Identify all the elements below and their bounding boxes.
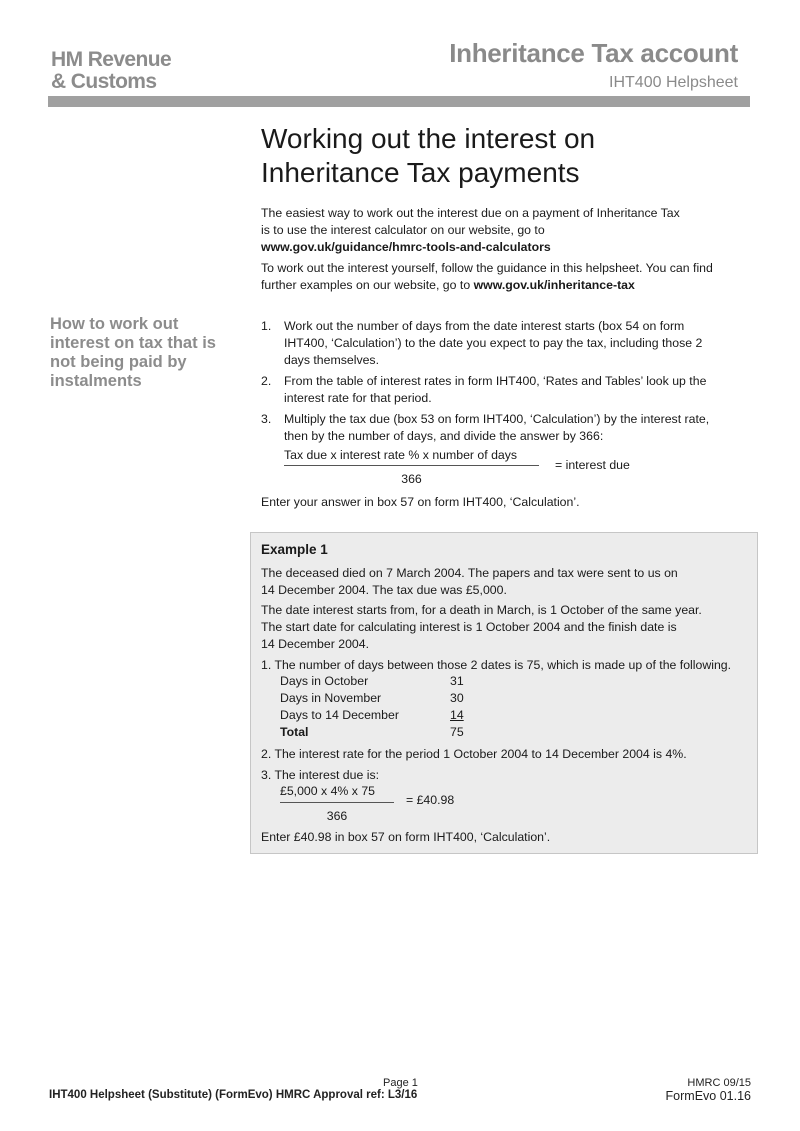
calculators-link[interactable]: www.gov.uk/guidance/hmrc-tools-and-calculators [261, 240, 551, 254]
formula-result: = interest due [555, 458, 630, 472]
days-value: 30 [450, 691, 464, 705]
days-total-label: Total [280, 725, 309, 739]
fraction-line [284, 465, 539, 466]
intro-paragraph-2 [261, 260, 713, 294]
header-rule [48, 96, 750, 107]
step-text: From the table of interest rates in form IHT400, ‘Rates and Tables’ look up the interest rate for that period. [284, 374, 707, 405]
example-p1-line-2: 14 December 2004. The tax due was £5,000. [261, 583, 507, 597]
example-p2-line-2: The start date for calculating interest is 1 October 2004 and the finish date is [261, 620, 677, 634]
step-text: Work out the number of days from the date interest starts (box 54 on form IHT400, ‘Calculation’) to the date you expect to pay the tax, including those 2 days themselves. [284, 319, 703, 367]
page-number: Page 1 [383, 1077, 418, 1089]
intro-2-line-2: further examples on our website, go to [261, 278, 474, 292]
intro-1-line-1: The easiest way to work out the interest due on a payment of Inheritance Tax [261, 206, 680, 220]
step-number: 1. [261, 319, 272, 333]
example-box [250, 532, 758, 854]
footer-version: HMRC 09/15 [687, 1077, 751, 1089]
intro-1-line-2: is to use the interest calculator on our website, go to [261, 223, 545, 237]
interest-formula [284, 448, 539, 486]
calc-result: = £40.98 [406, 793, 455, 807]
page-title: Working out the interest on Inheritance Tax payments [261, 123, 596, 188]
calc-numerator: £5,000 x 4% x 75 [280, 784, 376, 798]
example-step-3: 3. The interest due is: [261, 768, 380, 782]
example-p1-line-1: The deceased died on 7 March 2004. The papers and tax were sent to us on [261, 566, 678, 580]
footer-approval-ref: IHT400 Helpsheet (Substitute) (FormEvo) HMRC Approval ref: L3/16 [49, 1089, 418, 1101]
intro-paragraph-1 [261, 205, 680, 256]
form-subtitle: IHT400 Helpsheet [609, 74, 738, 91]
list-item [261, 411, 731, 445]
days-label: Days in November [280, 691, 382, 705]
example-paragraph-1 [261, 565, 678, 599]
form-title: Inheritance Tax account [449, 38, 738, 68]
step-number: 3. [261, 412, 272, 426]
intro-2-line-1: To work out the interest yourself, follow the guidance in this helpsheet. You can find [261, 261, 713, 275]
calc-denominator: 366 [326, 809, 348, 823]
example-paragraph-2 [261, 602, 702, 653]
section-side-heading: How to work out interest on tax that is not being paid by instalments [50, 315, 216, 390]
fraction-line [280, 802, 394, 803]
example-p2-line-3: 14 December 2004. [261, 637, 370, 651]
logo-line-1: HM Revenue [51, 48, 172, 71]
formula-numerator: Tax due x interest rate % x number of days [284, 448, 518, 462]
days-label: Days in October [280, 674, 369, 688]
enter-answer-text: Enter your answer in box 57 on form IHT400, ‘Calculation’. [261, 495, 580, 509]
step-number: 2. [261, 374, 272, 388]
logo-line-2: & Customs [51, 70, 157, 93]
example-p2-line-1: The date interest starts from, for a death in March, is 1 October of the same year. [261, 603, 702, 617]
inheritance-tax-link[interactable]: www.gov.uk/inheritance-tax [473, 278, 635, 292]
days-value: 31 [450, 674, 464, 688]
steps-list [261, 318, 731, 449]
days-total-value: 75 [450, 725, 464, 739]
days-label: Days to 14 December [280, 708, 399, 722]
example-step-2: 2. The interest rate for the period 1 October 2004 to 14 December 2004 is 4%. [261, 747, 687, 761]
example-title: Example 1 [261, 542, 328, 557]
hmrc-logo [51, 49, 171, 93]
days-value: 14 [450, 708, 464, 722]
list-item [261, 373, 731, 407]
example-calculation [280, 784, 394, 823]
footer-formevo: FormEvo 01.16 [665, 1089, 751, 1103]
example-step-1: 1. The number of days between those 2 dates is 75, which is made up of the following. [261, 658, 732, 672]
step-text: Multiply the tax due (box 53 on form IHT400, ‘Calculation’) by the interest rate, then by the number of days, and divide the answer by 366: [284, 412, 710, 443]
formula-denominator: 366 [401, 472, 422, 486]
example-enter-text: Enter £40.98 in box 57 on form IHT400, ‘Calculation’. [261, 830, 551, 844]
list-item [261, 318, 731, 369]
